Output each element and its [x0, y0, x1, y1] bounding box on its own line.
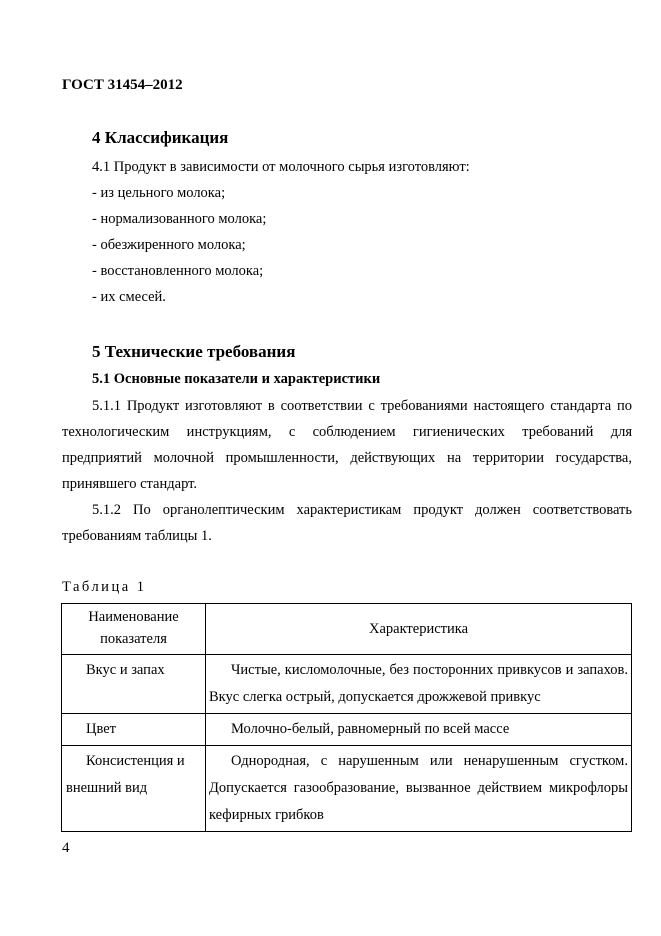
table-header-indicator: Наименование показателя — [62, 604, 206, 655]
section-5-1-subtitle: 5.1 Основные показатели и характеристики — [92, 371, 381, 387]
table-row — [62, 655, 632, 714]
table-cell-indicator: Цвет — [62, 714, 206, 746]
table-cell-indicator: Консистенция и внешний вид — [62, 746, 206, 832]
list-item: - восстановленного молока; — [92, 263, 264, 279]
paragraph-5-1-2: 5.1.2 По органолептическим характеристикам продукт должен соответствовать требованиям таблицы 1. — [62, 502, 632, 544]
section-5-title: 5 Технические требования — [92, 342, 296, 361]
document-code: ГОСТ 31454–2012 — [62, 77, 183, 93]
table-cell-characteristic: Молочно-белый, равномерный по всей массе — [206, 714, 632, 746]
table-cell-indicator: Вкус и запах — [62, 655, 206, 714]
characteristics-table — [61, 603, 632, 832]
table-header-characteristic: Характеристика — [206, 604, 632, 655]
table-header-row — [62, 604, 632, 655]
paragraph-5-1-1: 5.1.1 Продукт изготовляют в соответствии с требованиями настоящего стандарта по технологическим инструкциям, с соблюдением гигиенических требований для предприятий молочной промышленности, действующих на территории государства, принявшего стандарт. — [62, 398, 632, 492]
list-item: - обезжиренного молока; — [92, 237, 246, 253]
table-row — [62, 746, 632, 832]
list-item: - нормализованного молока; — [92, 211, 267, 227]
table-caption: Таблица 1 — [62, 579, 147, 595]
list-item: - их смесей. — [92, 289, 166, 305]
section-4-intro: 4.1 Продукт в зависимости от молочного сырья изготовляют: — [92, 159, 470, 175]
page-number: 4 — [62, 840, 70, 856]
table-cell-characteristic: Однородная, с нарушенным или ненарушенным сгустком. Допускается газообразование, вызванное действием микрофлоры кефирных грибков — [206, 746, 632, 832]
section-4-title: 4 Классификация — [92, 128, 229, 147]
table-cell-characteristic: Чистые, кисломолочные, без посторонних привкусов и запахов. Вкус слегка острый, допускается дрожжевой привкус — [206, 655, 632, 714]
table-row — [62, 714, 632, 746]
list-item: - из цельного молока; — [92, 185, 226, 201]
